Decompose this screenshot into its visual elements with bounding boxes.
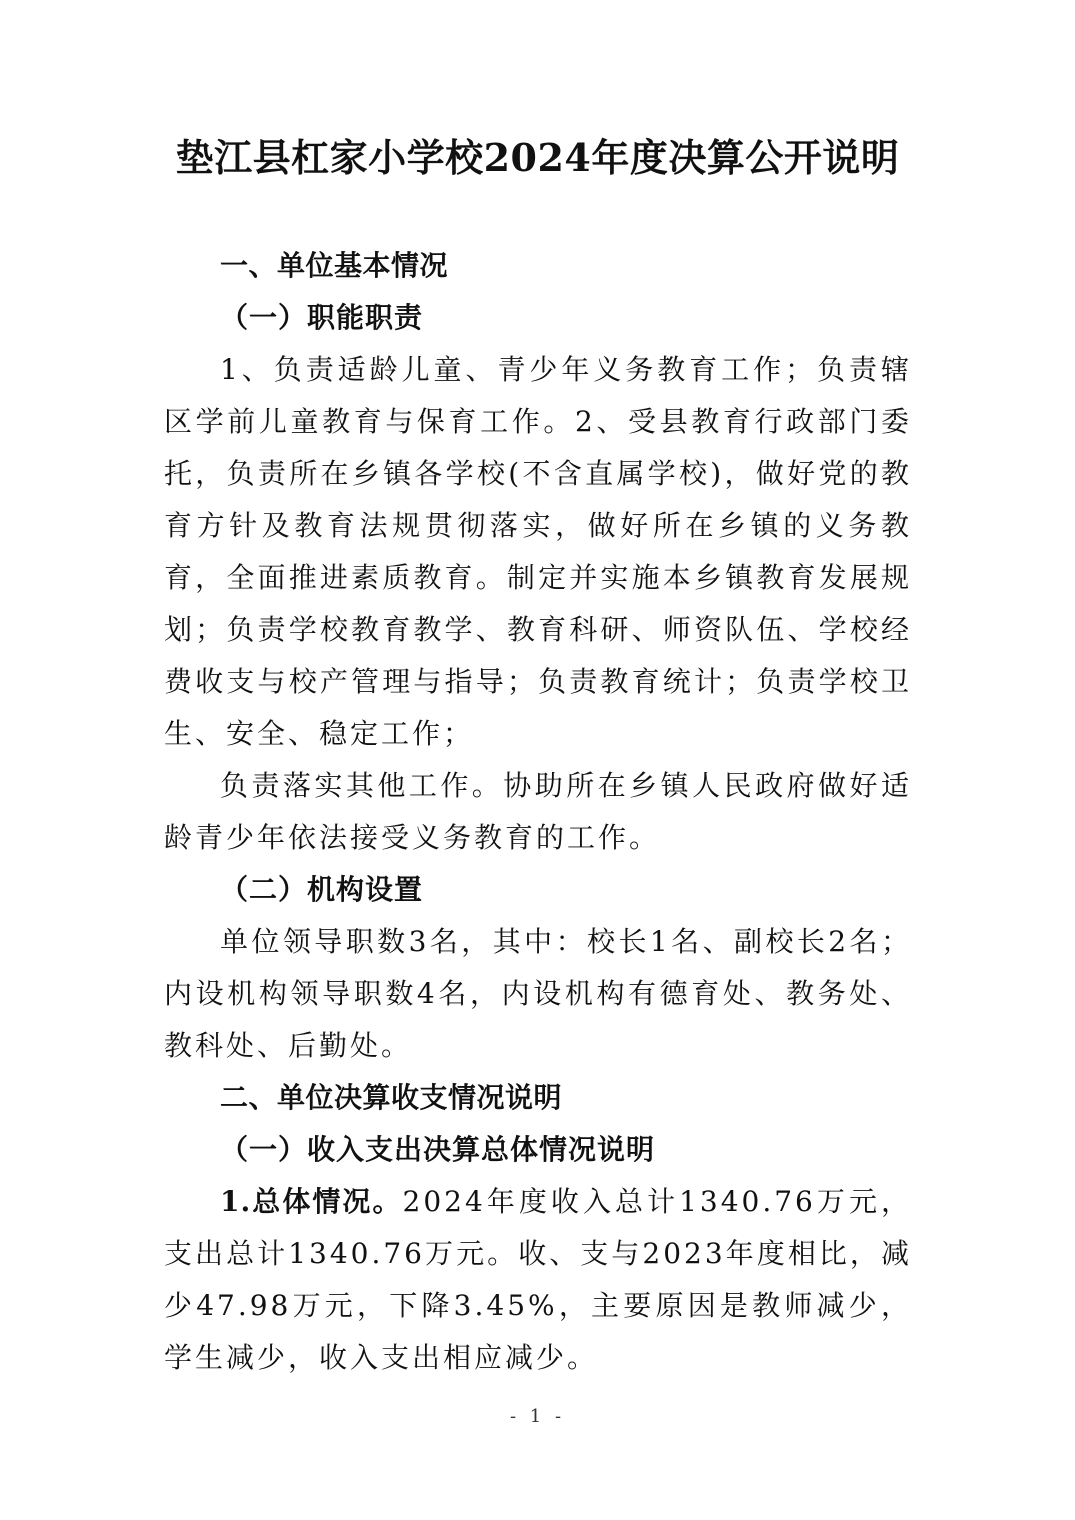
subsection-heading-income-expenditure: （一）收入支出决算总体情况说明 xyxy=(220,1133,656,1166)
paragraph-functions-duties: 1、负责适龄儿童、青少年义务教育工作；负责辖区学前儿童教育与保育工作。2、受县教育行政部门委托，负责所在乡镇各学校(不含直属学校)，做好党的教育方针及教育法规贯彻落实，做好所在乡镇的义务教育，全面推进素质教育。制定并实施本乡镇教育发展规划；负责学校教育教学、教育科研、师资队伍、学校经费收支与校产管理与指导；负责教育统计；负责学校卫生、安全、稳定工作； xyxy=(164,353,912,750)
document-body xyxy=(164,240,912,1384)
paragraph-other-duties: 负责落实其他工作。协助所在乡镇人民政府做好适龄青少年依法接受义务教育的工作。 xyxy=(164,769,912,854)
paragraph-overall-text: 2024年度收入总计1340.76万元，支出总计1340.76万元。收、支与2023年度相比，减少47.98万元，下降3.45%，主要原因是教师减少，学生减少，收入支出相应减少。 xyxy=(164,1185,913,1374)
page-number: - 1 - xyxy=(509,1406,566,1427)
section-heading-budget-summary: 二、单位决算收支情况说明 xyxy=(220,1081,563,1114)
paragraph-overall-situation xyxy=(164,1176,912,1384)
subsection-heading-organization: （二）机构设置 xyxy=(220,873,424,906)
paragraph-organization: 单位领导职数3名，其中：校长1名、副校长2名；内设机构领导职数4名，内设机构有德育处、教务处、教科处、后勤处。 xyxy=(164,925,912,1062)
section-heading-basic-info: 一、单位基本情况 xyxy=(220,249,449,282)
subsection-heading-functions: （一）职能职责 xyxy=(220,301,424,334)
document-title: 垫江县杠家小学校2024年度决算公开说明 xyxy=(175,135,900,180)
paragraph-lead-label: 1.总体情况。 xyxy=(220,1185,403,1218)
